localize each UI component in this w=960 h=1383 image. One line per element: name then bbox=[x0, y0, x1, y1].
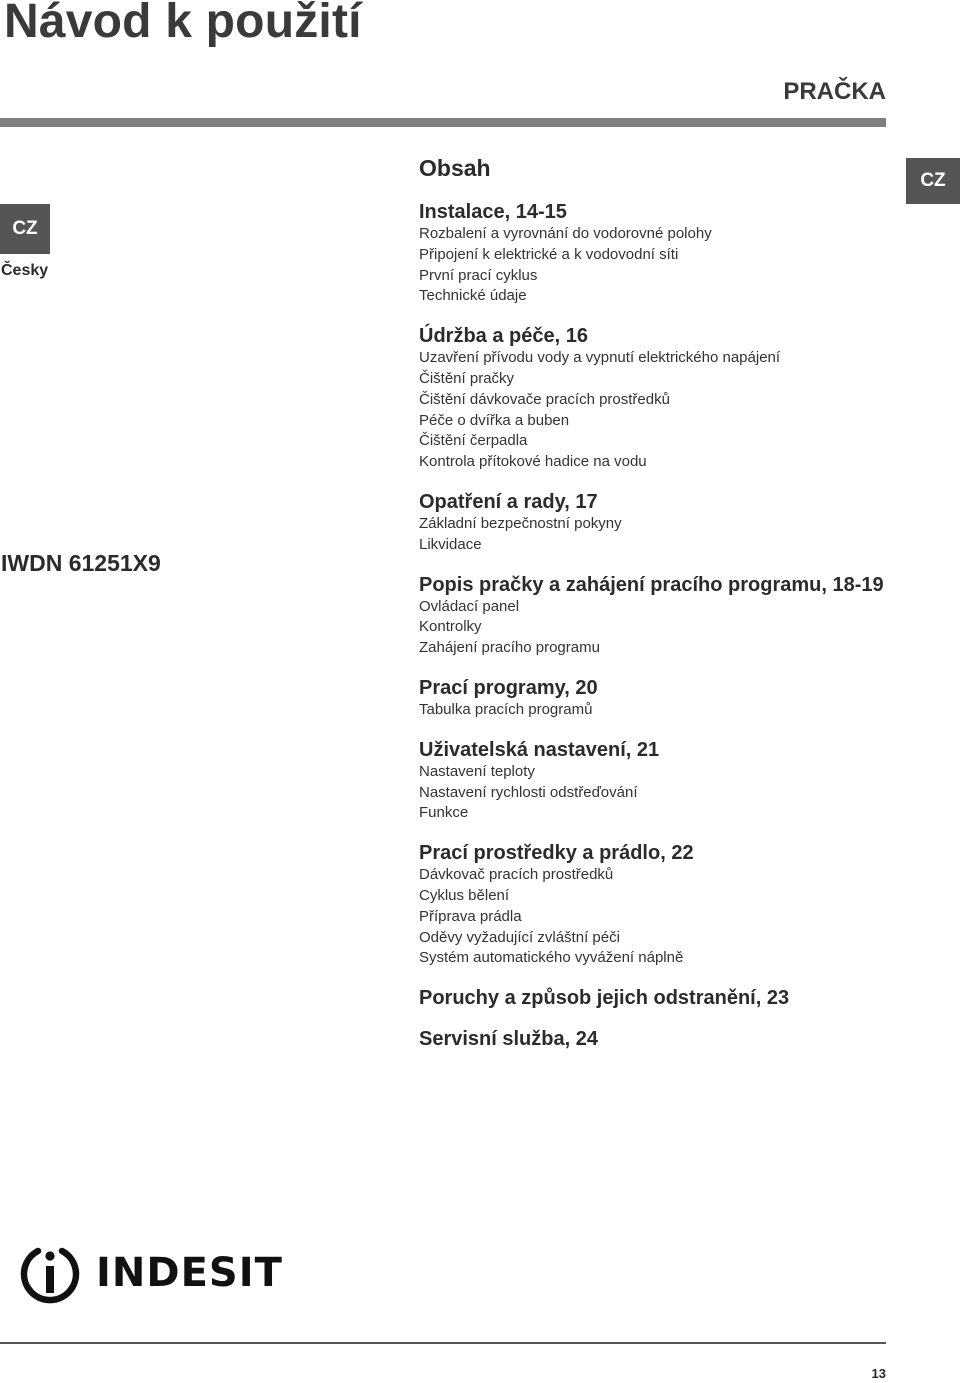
toc-item: Nastavení rychlosti odstřeďování bbox=[419, 783, 638, 801]
toc-section-title: Prací prostředky a prádlo, 22 bbox=[419, 842, 694, 865]
product-type: PRAČKA bbox=[783, 78, 886, 105]
toc-section bbox=[419, 490, 889, 556]
toc-item: Funkce bbox=[419, 804, 469, 822]
toc-section bbox=[419, 738, 889, 824]
brand-name: INDESIT bbox=[96, 1250, 283, 1296]
brand-logo bbox=[18, 1241, 283, 1305]
language-badge: CZ bbox=[0, 204, 50, 254]
toc-item: Systém automatického vyvážení náplně bbox=[419, 949, 684, 967]
toc-item: Oděvy vyžadující zvláštní péči bbox=[419, 928, 620, 946]
toc-item: Zahájení pracího programu bbox=[419, 639, 600, 657]
toc-section-title: Prací programy, 20 bbox=[419, 676, 598, 699]
document-title: Návod k použití bbox=[4, 0, 362, 48]
language-name: Česky bbox=[1, 262, 49, 279]
table-of-contents bbox=[419, 200, 889, 1068]
toc-item: První prací cyklus bbox=[419, 266, 538, 284]
footer-divider bbox=[0, 1342, 886, 1344]
toc-item: Čištění pračky bbox=[419, 369, 515, 387]
toc-section bbox=[419, 986, 889, 1010]
toc-item: Likvidace bbox=[419, 535, 482, 553]
toc-section bbox=[419, 841, 889, 969]
toc-item: Tabulka pracích programů bbox=[419, 700, 593, 718]
toc-item: Ovládací panel bbox=[419, 597, 520, 615]
toc-section bbox=[419, 200, 889, 307]
header-divider bbox=[0, 118, 886, 127]
toc-section bbox=[419, 573, 889, 659]
toc-section-title: Instalace, 14-15 bbox=[419, 201, 567, 223]
toc-item: Dávkovač pracích prostředků bbox=[419, 866, 614, 884]
toc-section-title: Popis pračky a zahájení pracího programu, 18-19 bbox=[419, 573, 884, 596]
model-number: IWDN 61251X9 bbox=[1, 550, 161, 576]
toc-heading: Obsah bbox=[419, 155, 491, 181]
toc-item: Čištění čerpadla bbox=[419, 432, 528, 450]
toc-item: Rozbalení a vyrovnání do vodorovné polohy bbox=[419, 225, 712, 242]
toc-item: Kontrola přítokové hadice na vodu bbox=[419, 453, 647, 471]
toc-item: Nastavení teploty bbox=[419, 762, 535, 780]
toc-item: Připojení k elektrické a k vodovodní síti bbox=[419, 245, 679, 263]
language-tab: CZ bbox=[906, 158, 960, 204]
toc-section-title: Opatření a rady, 17 bbox=[419, 490, 598, 513]
toc-item: Základní bezpečnostní pokyny bbox=[419, 514, 622, 532]
toc-item: Čištění dávkovače pracích prostředků bbox=[419, 390, 670, 408]
toc-item: Péče o dvířka a buben bbox=[419, 411, 570, 429]
toc-section-title: Uživatelská nastavení, 21 bbox=[419, 738, 660, 761]
toc-item: Technické údaje bbox=[419, 287, 527, 305]
toc-section-title: Poruchy a způsob jejich odstranění, 23 bbox=[419, 987, 790, 1010]
toc-item: Cyklus bělení bbox=[419, 886, 510, 904]
toc-item: Uzavření přívodu vody a vypnutí elektrického napájení bbox=[419, 349, 781, 367]
toc-section-title: Servisní služba, 24 bbox=[419, 1028, 598, 1051]
indesit-logo-icon bbox=[18, 1241, 82, 1305]
toc-item: Příprava prádla bbox=[419, 907, 522, 925]
toc-section-title: Údržba a péče, 16 bbox=[419, 325, 588, 348]
toc-section bbox=[419, 324, 889, 473]
toc-section bbox=[419, 1027, 889, 1051]
toc-section bbox=[419, 676, 889, 721]
toc-item: Kontrolky bbox=[419, 618, 482, 636]
page-number: 13 bbox=[871, 1366, 886, 1381]
